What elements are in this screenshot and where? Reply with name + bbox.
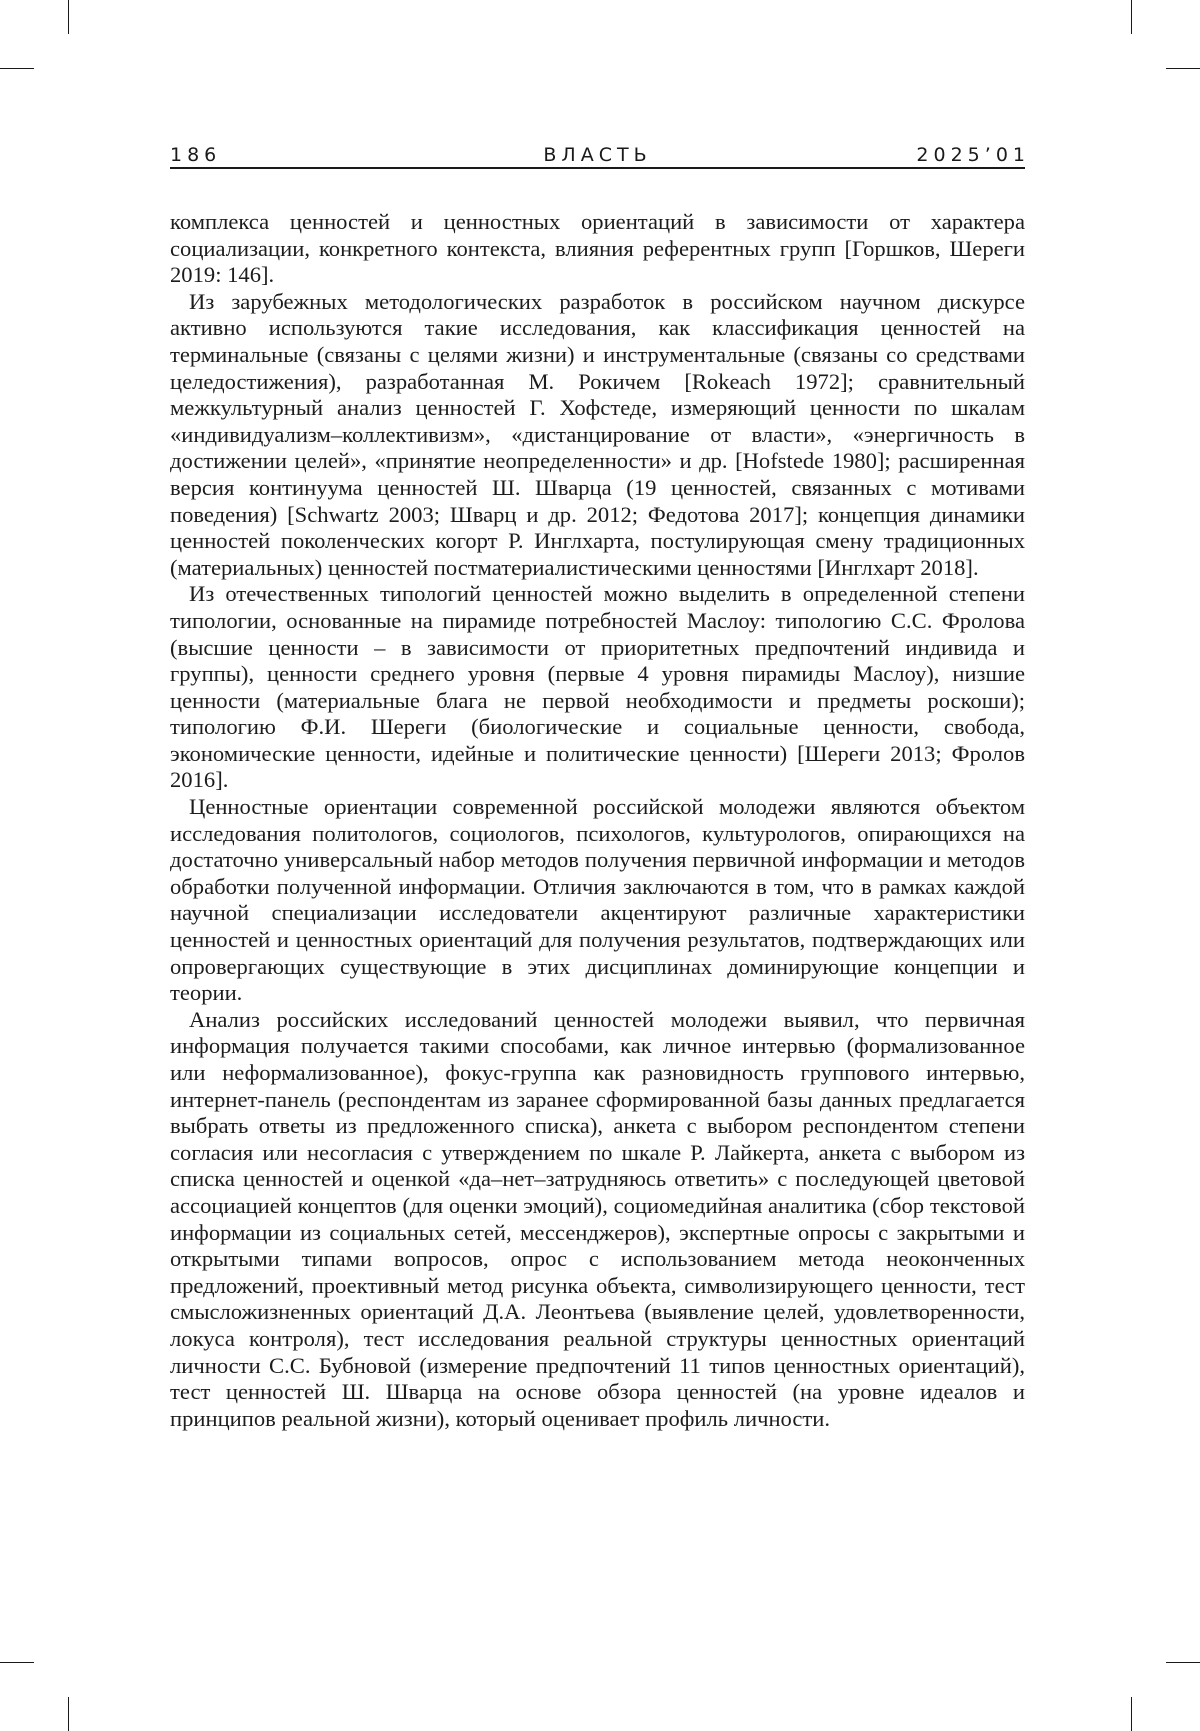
running-header: [170, 144, 1025, 168]
page-number: 186: [170, 144, 221, 166]
paragraph-2: Из зарубежных методологических разработок в российском научном дискурсе активно используются такие исследования, как классификация ценностей на терминальные (связаны с целями жизни) и инструментальные (связаны со средствами целедостижения), разработанная М. Рокичем [Rokeach 1972]; сравнительный межкультурный анализ ценностей Г. Хофстеде, измеряющий ценности по шкалам «индивидуализм–коллективизм», «дистанцирование от власти», «энергичность в достижении целей», «принятие неопределенности» и др. [Hofstede 1980]; расширенная версия континуума ценностей Ш. Шварца (19 ценностей, связанных с мотивами поведения) [Schwartz 2003; Шварц и др. 2012; Федотова 2017]; концепция динамики ценностей поколенческих когорт Р. Инглхарта, постулирующая смену традиционных (материальных) ценностей постматериалистическими ценностями [Инглхарт 2018].: [170, 289, 1025, 582]
journal-title: ВЛАСТЬ: [543, 144, 651, 166]
crop-mark-top-right: [1131, 0, 1132, 34]
article-body: [170, 209, 1025, 1432]
paragraph-1: комплекса ценностей и ценностных ориентаций в зависимости от характера социализации, конкретного контекста, влияния референтных групп [Горшков, Шереги 2019: 146].: [170, 209, 1025, 289]
crop-mark-top-left-h: [0, 68, 34, 69]
header-rule: [170, 167, 1025, 169]
paragraph-5: Анализ российских исследований ценностей молодежи выявил, что первичная информация получается такими способами, как личное интервью (формализованное или неформализованное), фокус-группа как разновидность группового интервью, интернет-панель (респондентам из заранее сформированной базы данных предлагается выбрать ответы из предложенного списка), анкета с выбором респондентом степени согласия или несогласия с утверждением по шкале Р. Лайкерта, анкета с выбором из списка ценностей и оценкой «да–нет–затрудняюсь ответить» с последующей цветовой ассоциацией концептов (для оценки эмоций), социомедийная аналитика (сбор текстовой информации из социальных сетей, мессенджеров), экспертные опросы с закрытыми и открытыми типами вопросов, опрос с использованием метода неоконченных предложений, проективный метод рисунка объекта, символизирующего ценности, тест смысложизненных ориентаций Д.А. Леонтьева (выявление целей, удовлетворенности, локуса контроля), тест исследования реальной структуры ценностных ориентаций личности С.С. Бубновой (измерение предпочтений 11 типов ценностных ориентаций), тест ценностей Ш. Шварца на основе обзора ценностей (на уровне идеалов и принципов реальной жизни), который оценивает профиль личности.: [170, 1007, 1025, 1433]
crop-mark-bottom-left: [68, 1697, 69, 1731]
crop-mark-bottom-left-h: [0, 1662, 34, 1663]
crop-mark-bottom-right: [1131, 1697, 1132, 1731]
crop-mark-bottom-right-h: [1166, 1662, 1200, 1663]
crop-mark-top-right-h: [1166, 68, 1200, 69]
paragraph-4: Ценностные ориентации современной российской молодежи являются объектом исследования политологов, социологов, психологов, культурологов, опирающихся на достаточно универсальный набор методов получения первичной информации и методов обработки полученной информации. Отличия заключаются в том, что в рамках каждой научной специализации исследователи акцентируют различные характеристики ценностей и ценностных ориентаций для получения результатов, подтверждающих или опровергающих существующие в этих дисциплинах доминирующие концепции и теории.: [170, 794, 1025, 1007]
crop-mark-top-left: [68, 0, 69, 34]
issue-number: 2025’01: [916, 144, 1030, 166]
paragraph-3: Из отечественных типологий ценностей можно выделить в определенной степени типологии, основанные на пирамиде потребностей Маслоу: типологию С.С. Фролова (высшие ценности – в зависимости от приоритетных предпочтений индивида и группы), ценности среднего уровня (первые 4 уровня пирамиды Маслоу), низшие ценности (материальные блага не первой необходимости и предметы роскоши); типологию Ф.И. Шереги (биологические и социальные ценности, свобода, экономические ценности, идейные и политические ценности) [Шереги 2013; Фролов 2016].: [170, 581, 1025, 794]
